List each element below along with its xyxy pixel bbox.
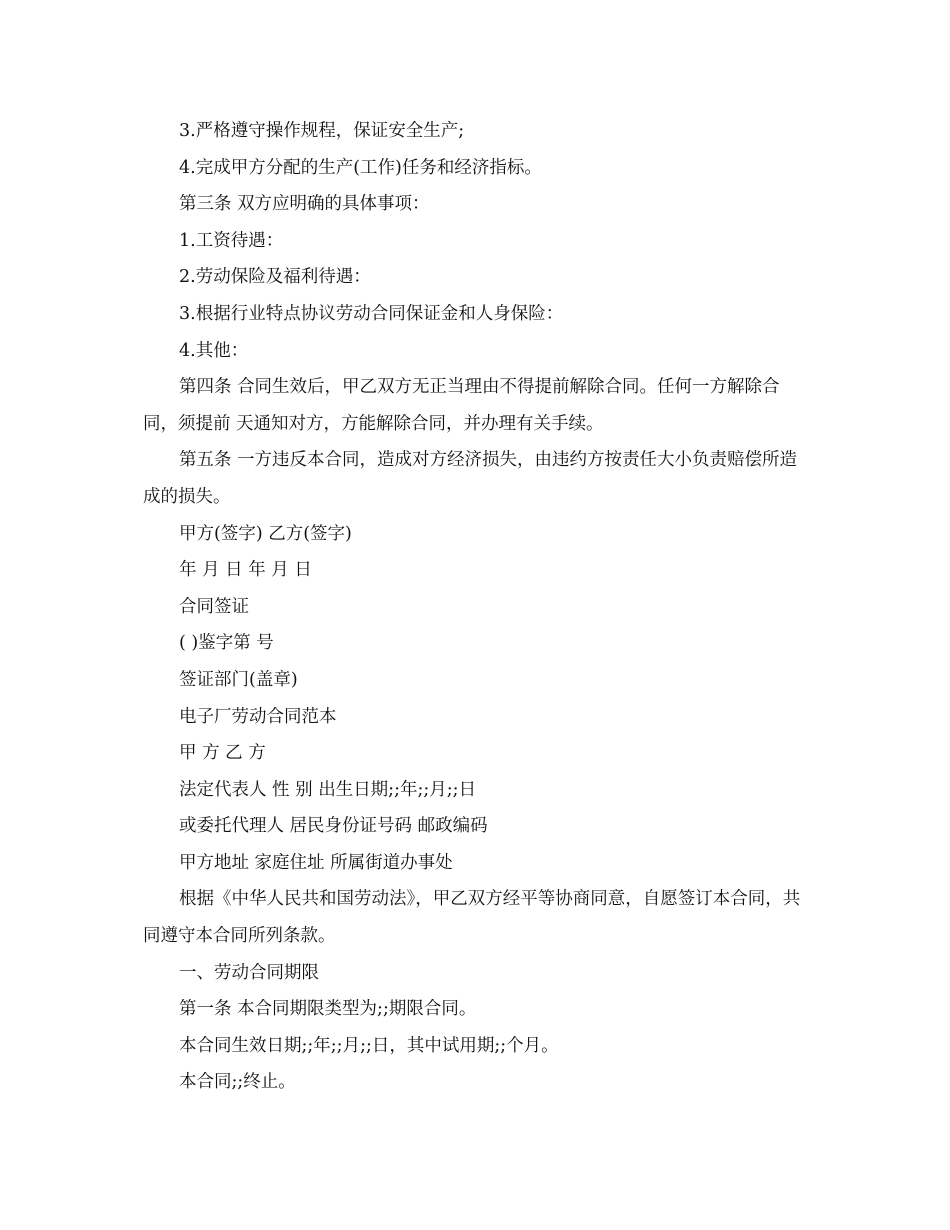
- paragraph-effective-date: 本合同生效日期;;年;;月;;日，其中试用期;;个月。: [179, 1035, 559, 1056]
- date-line: 年 月 日 年 月 日: [179, 560, 312, 581]
- paragraph-article-3-heading: 第三条 双方应明确的具体事项：: [179, 194, 430, 215]
- paragraph-rule-3-safety: 3.严格遵守操作规程，保证安全生产;: [179, 121, 465, 141]
- paragraph-rule-4-tasks: 4.完成甲方分配的生产(工作)任务和经济指标。: [179, 157, 542, 178]
- paragraph-item-insurance: 2.劳动保险及福利待遇：: [179, 267, 371, 288]
- paragraph-item-other: 4.其他：: [179, 340, 249, 361]
- paragraph-article-5: 第五条 一方违反本合同，造成对方经济损失，由违约方按责任大小负责赔偿所造成的损失。: [143, 450, 798, 507]
- paragraph-item-wages: 1.工资待遇：: [179, 230, 284, 251]
- paragraph-item-deposit: 3.根据行业特点协议劳动合同保证金和人身保险：: [179, 303, 564, 324]
- signature-line: 甲方(签字) 乙方(签字): [179, 523, 352, 544]
- paragraph-article-1: 第一条 本合同期限类型为;;期限合同。: [179, 999, 477, 1020]
- address-line: 甲方地址 家庭住址 所属街道办事处: [179, 852, 453, 873]
- paragraph-article-4: 第四条 合同生效后，甲乙双方无正当理由不得提前解除合同。任何一方解除合同，须提前 天通知对方，方能解除合同，并办理有关手续。: [143, 377, 780, 434]
- legal-representative-line: 法定代表人 性 别 出生日期;;年;;月;;日: [179, 779, 477, 800]
- verification-number: ( )鉴字第 号: [179, 633, 274, 654]
- section-title-template: 电子厂劳动合同范本: [179, 706, 337, 727]
- contract-verification-title: 合同签证: [179, 596, 249, 617]
- paragraph-preamble: 根据《中华人民共和国劳动法》，甲乙双方经平等协商同意，自愿签订本合同，共同遵守本合同所列条款。: [143, 889, 801, 947]
- document-body: [143, 113, 803, 1101]
- chapter-heading-term: 一、劳动合同期限: [179, 962, 319, 983]
- agent-id-line: 或委托代理人 居民身份证号码 邮政编码: [179, 816, 488, 837]
- verification-department: 签证部门(盖章): [179, 669, 298, 690]
- paragraph-termination: 本合同;;终止。: [179, 1072, 296, 1093]
- parties-line: 甲 方 乙 方: [179, 743, 266, 764]
